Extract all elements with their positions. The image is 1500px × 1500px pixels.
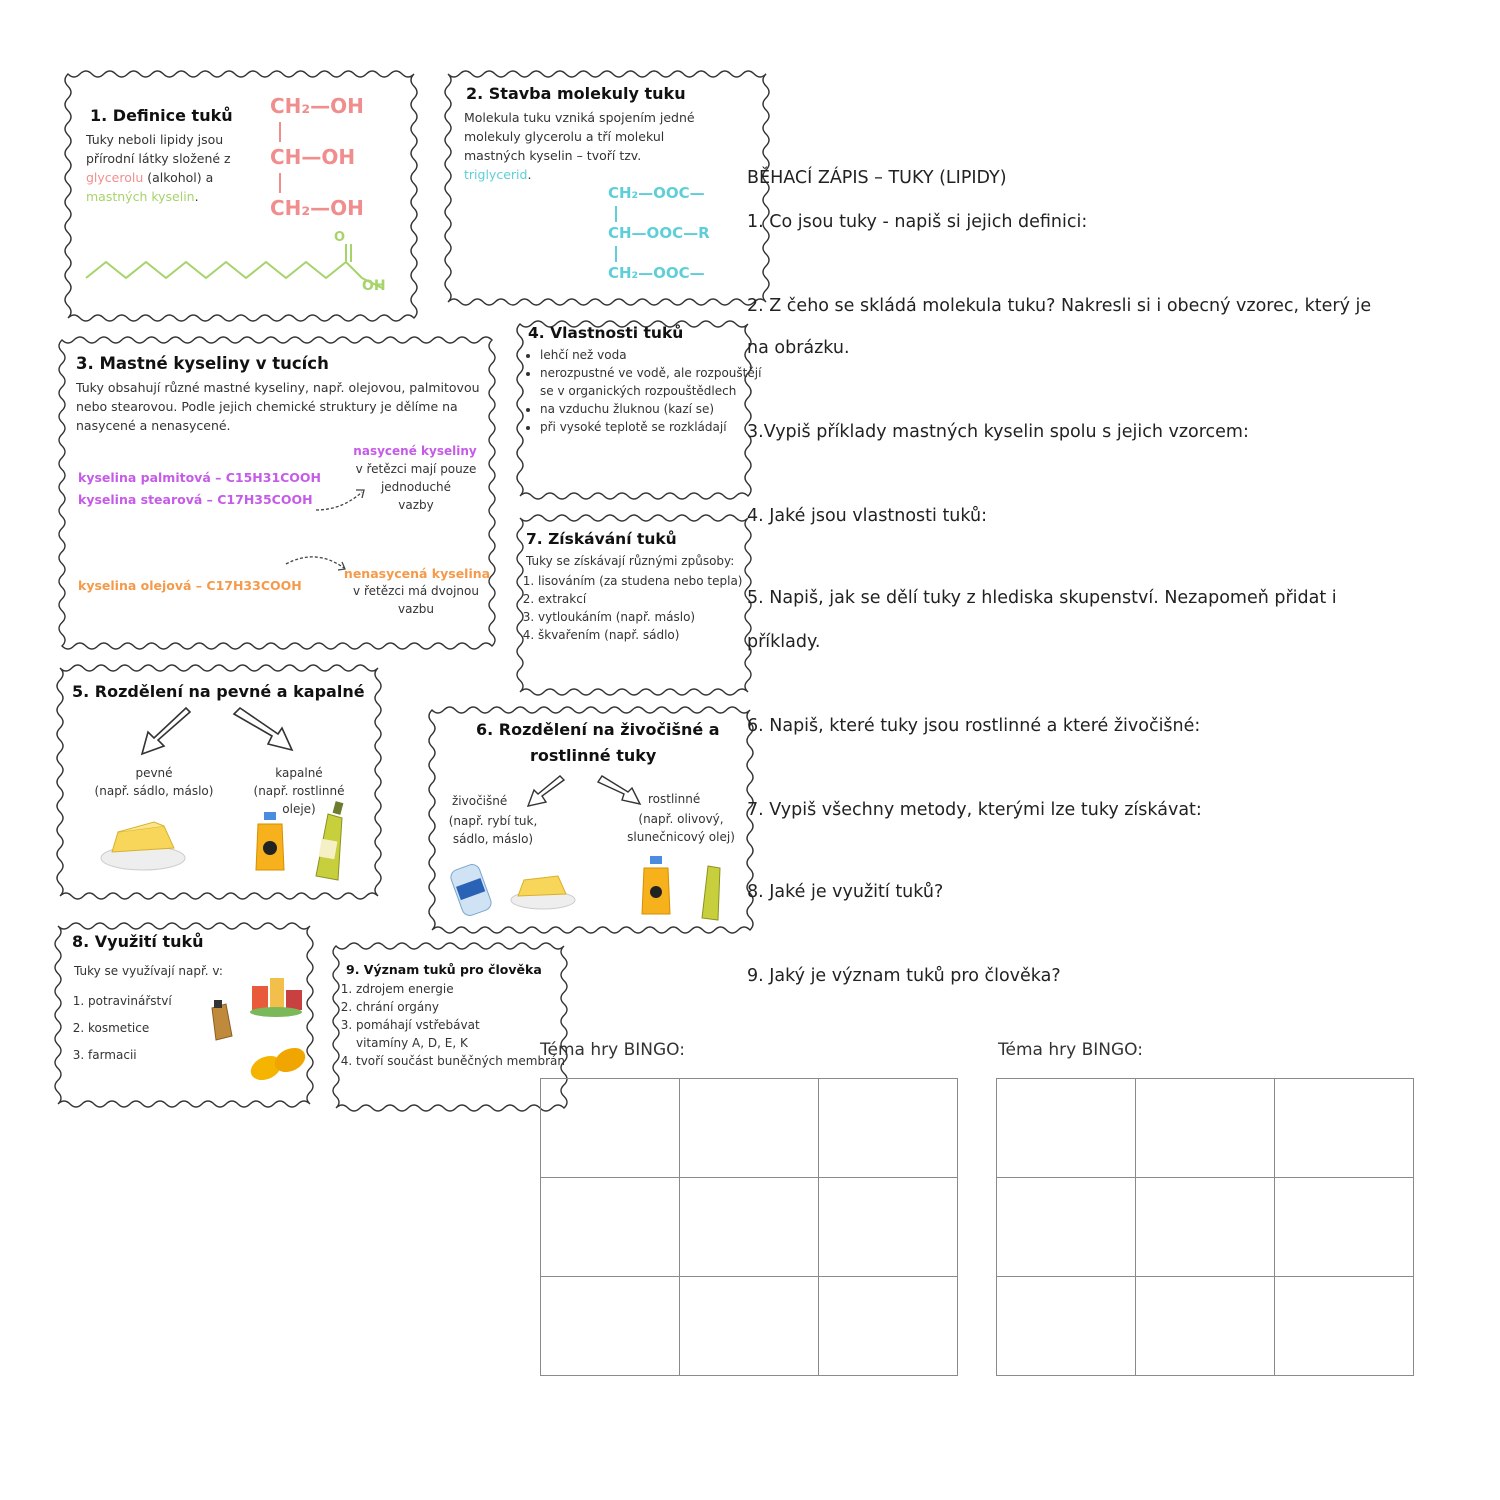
list-item: • na vzduchu žluknou (kazí se) [540,400,762,418]
worksheet-title: BĚHACÍ ZÁPIS – TUKY (LIPIDY) [747,168,1007,188]
triglyceride-formula-line: CH—OOC—R [608,224,710,242]
question-3: 3.Vypiš příklady mastných kyselin spolu s jejich vzorcem: [747,422,1249,442]
arrow-down-right-icon [230,706,298,760]
bingo-cell[interactable] [997,1178,1136,1277]
card-title: 6. Rozdělení na živočišné a [476,720,720,739]
plant-examples: (např. olivový, slunečnicový olej) [627,812,735,844]
card-text: Tuky obsahují různé mastné kyseliny, např. olejovou, palmitovou nebo stearovou. Podle jejich chemické struktury je dělíme na nasycené a nenasycené. [76,380,480,433]
card-title: 1. Definice tuků [90,106,233,125]
card-uses [52,920,316,1110]
list-item: • při vysoké teplotě se rozkládají [540,418,762,436]
list-item: • nerozpustné ve vodě, ale rozpouštějí se v organických rozpouštědlech [540,364,762,400]
arrow-icon [282,548,352,578]
bingo-cell[interactable] [819,1079,958,1178]
plant-label: rostlinné [648,792,701,806]
bingo-row [541,1277,958,1376]
bingo-label-left: Téma hry BINGO: [540,1040,685,1060]
liquid-examples: (např. rostlinné oleje) [253,784,345,816]
list-item: 2. extrakcí [538,590,750,608]
methods-list [518,572,750,644]
properties-list [526,346,762,436]
question-2-continued: na obrázku. [747,338,850,358]
glycerol-bonds [270,118,290,198]
card-definition [62,68,420,324]
card-text: Tuky neboli lipidy jsou přírodní látky složené z glycerolu (alkohol) a mastných kyselin. [86,132,231,204]
card-title: 8. Využití tuků [72,932,204,951]
glycerol-formula-line: CH₂—OH [270,94,364,118]
card-title: 3. Mastné kyseliny v tucích [76,354,329,373]
arrow-down-left-icon [524,776,570,810]
card-title: 4. Vlastnosti tuků [528,324,684,342]
bingo-row [541,1079,958,1178]
triglyceride-formula-line: CH₂—OOC— [608,184,705,202]
list-item: 1. lisováním (za studena nebo tepla) [538,572,750,590]
wavy-border [445,71,769,305]
question-9: 9. Jaký je význam tuků pro člověka? [747,966,1061,986]
list-item: 1. zdrojem energie [356,980,532,998]
oil-bottle-icon [250,810,290,876]
bingo-cell[interactable] [1136,1079,1275,1178]
question-7: 7. Vypiš všechny metody, kterými lze tuky získávat: [747,800,1202,820]
card-text: Molekula tuku vzniká spojením jedné molekuly glycerolu a tří molekul mastných kyselin – tvoří tzv. triglycerid. [464,110,695,182]
importance-list [336,980,565,1070]
list-item: 2. kosmetice [88,1015,172,1042]
animal-label: živočišné [452,794,508,808]
olive-oil-bottle-icon [308,800,354,886]
arrow-icon [312,484,372,514]
card-obtaining [514,512,743,698]
card-title: rostlinné tuky [530,746,657,765]
bingo-cell[interactable] [680,1178,819,1277]
card-animal-plant [426,704,735,936]
solid-examples: (např. sádlo, máslo) [94,784,214,798]
uses-list [68,988,172,1069]
question-5: 5. Napiš, jak se dělí tuky z hlediska skupenství. Nezapomeň přidat i [747,588,1337,608]
card-title: 2. Stavba molekuly tuku [466,84,686,103]
liquid-label: kapalné [275,766,323,780]
question-2: 2. Z čeho se skládá molekula tuku? Nakresli si i obecný vzorec, který je [747,296,1372,316]
bingo-cell[interactable] [541,1079,680,1178]
animal-examples: (např. rybí tuk, sádlo, máslo) [448,814,538,846]
acid-hydroxyl: OH [362,278,386,294]
bingo-cell[interactable] [541,1178,680,1277]
question-6: 6. Napiš, které tuky jsou rostlinné a které živočišné: [747,716,1201,736]
bingo-cell[interactable] [997,1277,1136,1376]
list-item: 3. pomáhají vstřebávat vitamíny A, D, E, K [356,1016,532,1052]
bingo-cell[interactable] [1136,1277,1275,1376]
bingo-cell[interactable] [680,1277,819,1376]
palmitic-acid: kyselina palmitová – C15H31COOH [78,470,322,485]
list-item: 2. chrání orgány [356,998,532,1016]
oleic-acid: kyselina olejová – C17H33COOH [78,578,302,593]
bingo-cell[interactable] [997,1079,1136,1178]
card-intro: Tuky se využívají např. v: [74,964,223,978]
acid-oxygen: O [334,230,346,245]
arrow-down-left-icon [134,706,196,760]
bingo-cell[interactable] [1136,1178,1275,1277]
bingo-cell[interactable] [541,1277,680,1376]
question-4: 4. Jaké jsou vlastnosti tuků: [747,506,987,526]
bingo-row [997,1079,1414,1178]
stearic-acid: kyselina stearová – C17H35COOH [78,492,313,507]
wavy-frame [442,68,772,308]
bingo-grid-right [996,1078,1414,1376]
cosmetics-bottle-icon [204,1000,238,1044]
arrow-down-right-icon [594,776,646,810]
list-item: 3. farmacii [88,1042,172,1069]
unsaturated-heading: nenasycená kyselina [343,566,491,581]
bingo-cell[interactable] [1275,1079,1414,1178]
fish-oil-icon [448,860,494,920]
card-title: 7. Získávání tuků [526,530,677,548]
oil-bottle-icon [638,854,674,918]
bingo-row [997,1277,1414,1376]
bingo-cell[interactable] [680,1079,819,1178]
bingo-row [997,1178,1414,1277]
card-title: 5. Rozdělení na pevné a kapalné [72,682,365,701]
glycerol-formula-line: CH₂—OH [270,196,364,220]
question-5-continued: příklady. [747,632,821,652]
capsules-icon [246,1038,310,1086]
card-importance [330,940,565,1114]
card-solid-liquid [54,662,384,902]
olive-oil-bottle-icon [696,860,730,924]
triglyceride-formula-line: CH₂—OOC— [608,264,705,282]
card-properties [514,318,762,502]
unsaturated-description: v řetězci má dvojnou vazbu [353,584,479,616]
butter-icon [98,814,188,874]
solid-label: pevné [135,766,173,780]
list-item: 1. potravinářství [88,988,172,1015]
card-intro: Tuky se získávají různými způsoby: [526,554,735,568]
list-item: 4. škvařením (např. sádlo) [538,626,750,644]
saturated-description: v řetězci mají pouze jednoduché vazby [355,462,477,512]
card-fatty-acids [56,334,498,652]
question-1: 1. Co jsou tuky - napiš si jejich definici: [747,212,1088,232]
bingo-cell[interactable] [1275,1178,1414,1277]
bingo-grid-left [540,1078,958,1376]
list-item: 3. vytloukáním (např. máslo) [538,608,750,626]
food-icon [248,964,306,1018]
bingo-row [541,1178,958,1277]
triglyceride-bonds [608,204,624,268]
bingo-cell[interactable] [819,1178,958,1277]
question-8: 8. Jaké je využití tuků? [747,882,944,902]
bingo-label-right: Téma hry BINGO: [998,1040,1143,1060]
list-item: 4. tvoří součást buněčných membrán [356,1052,532,1070]
bingo-cell[interactable] [1275,1277,1414,1376]
glycerol-formula-line: CH—OH [270,145,356,169]
card-molecule-structure [442,68,772,308]
bingo-cell[interactable] [819,1277,958,1376]
saturated-heading: nasycené kyseliny [353,444,477,458]
card-title: 9. Význam tuků pro člověka [346,962,542,977]
butter-icon [508,868,578,912]
list-item: • lehčí než voda [540,346,762,364]
